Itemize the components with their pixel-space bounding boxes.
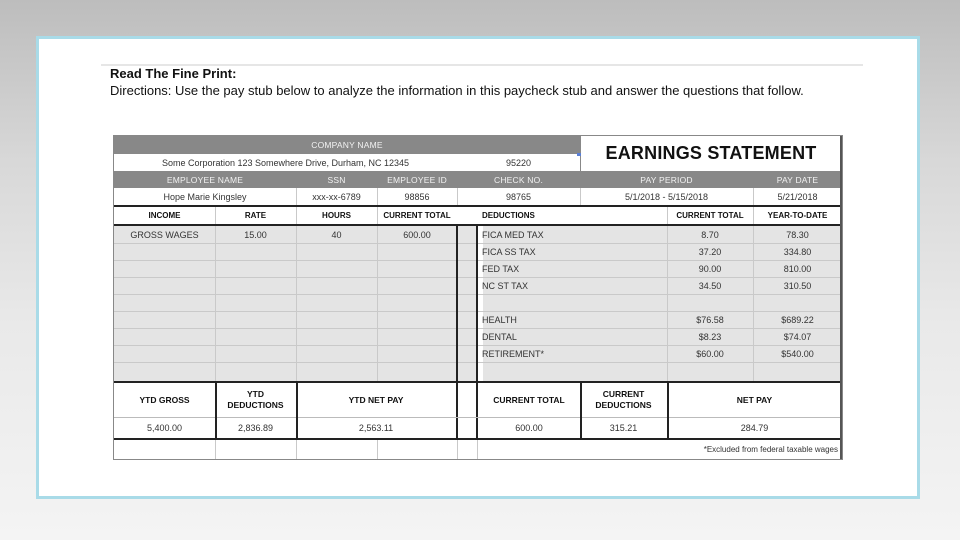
gross-wages-label: GROSS WAGES: [130, 229, 199, 240]
selection-marker: [577, 153, 581, 156]
deduction-name: DENTAL: [482, 331, 517, 342]
company-name-header: COMPANY NAME: [114, 136, 580, 154]
gross-wages-hours: 40: [331, 229, 342, 240]
check-no-value: 98765: [505, 191, 532, 202]
employee-name-value: Hope Marie Kingsley: [163, 191, 247, 202]
pay-stub: [113, 135, 843, 460]
check-no-header: CHECK NO.: [457, 171, 580, 188]
deduction-name: FICA SS TAX: [482, 246, 536, 257]
deduction-ytd: 334.80: [783, 246, 812, 257]
employee-id-value: 98856: [404, 191, 430, 202]
company-code: 95220: [505, 157, 532, 168]
deduction-name: NC ST TAX: [482, 280, 529, 291]
net-pay-value: 284.79: [740, 422, 769, 433]
deduction-name: HEALTH: [482, 314, 517, 325]
deduction-current: 37.20: [698, 246, 722, 257]
current-deductions-header-line1: CURRENT: [602, 389, 645, 399]
pay-period-header: PAY PERIOD: [580, 171, 753, 188]
deduction-ytd: 810.00: [783, 263, 812, 274]
earnings-statement-title: EARNINGS STATEMENT: [605, 143, 817, 163]
deduction-current: 34.50: [698, 280, 722, 291]
deduction-current: 90.00: [698, 263, 722, 274]
instructions-directions: Directions: Use the pay stub below to analyze the information in this paycheck stub and answer the questions that follow.: [110, 83, 804, 98]
employee-id-header: EMPLOYEE ID: [377, 171, 457, 188]
year-to-date-header: YEAR-TO-DATE: [767, 211, 828, 220]
deduction-ytd: 310.50: [783, 280, 812, 291]
company-address: Some Corporation 123 Somewhere Drive, Durham, NC 12345: [161, 157, 410, 168]
pay-date-value: 5/21/2018: [777, 191, 818, 202]
employee-name-header: EMPLOYEE NAME: [114, 171, 296, 188]
ytd-deductions-header-line2: DEDUCTIONS: [227, 400, 284, 410]
deductions-header: DEDUCTIONS: [482, 211, 535, 220]
gross-wages-rate: 15.00: [244, 229, 267, 240]
ytd-deductions-header-line1: YTD: [247, 389, 264, 399]
deduction-current: $60.00: [696, 348, 724, 359]
rate-header: RATE: [244, 211, 267, 220]
gross-wages-current-total: 600.00: [403, 229, 431, 240]
instructions: [110, 65, 870, 99]
current-deductions-value: 315.21: [609, 422, 638, 433]
deduction-current: $76.58: [696, 314, 724, 325]
income-header: INCOME: [148, 211, 181, 220]
ytd-net-pay-header: YTD NET PAY: [348, 395, 404, 405]
ytd-net-pay-value: 2,563.11: [358, 422, 394, 433]
deduction-ytd: $540.00: [781, 348, 814, 359]
footnote: *Excluded from federal taxable wages: [703, 445, 838, 454]
current-deductions-header: [580, 383, 667, 417]
deductions-current-total-header: CURRENT TOTAL: [676, 211, 744, 220]
deduction-ytd: $74.07: [783, 331, 812, 342]
ytd-gross-header: YTD GROSS: [139, 395, 190, 405]
slide-frame: [36, 36, 920, 499]
current-total-value: 600.00: [515, 422, 543, 433]
current-total-header: CURRENT TOTAL: [493, 395, 565, 405]
instructions-title: Read The Fine Print:: [110, 66, 237, 81]
ytd-gross-value: 5,400.00: [146, 422, 183, 433]
deduction-current: 8.70: [701, 229, 719, 240]
hours-header: HOURS: [322, 211, 351, 220]
ytd-deductions-header: [215, 383, 296, 417]
ssn-value: xxx-xx-6789: [312, 191, 361, 202]
pay-date-header: PAY DATE: [753, 171, 842, 188]
net-pay-header: NET PAY: [736, 395, 773, 405]
ssn-header: SSN: [296, 171, 377, 188]
deduction-name: FED TAX: [482, 263, 520, 274]
deduction-current: $8.23: [698, 331, 722, 342]
deduction-ytd: $689.22: [781, 314, 814, 325]
deduction-name: RETIREMENT*: [482, 348, 545, 359]
current-deductions-header-line2: DEDUCTIONS: [595, 400, 652, 410]
income-current-total-header: CURRENT TOTAL: [383, 211, 451, 220]
deduction-ytd: 78.30: [786, 229, 809, 240]
pay-period-value: 5/1/2018 - 5/15/2018: [624, 191, 709, 202]
deduction-name: FICA MED TAX: [482, 229, 544, 240]
ytd-deductions-value: 2,836.89: [237, 422, 274, 433]
